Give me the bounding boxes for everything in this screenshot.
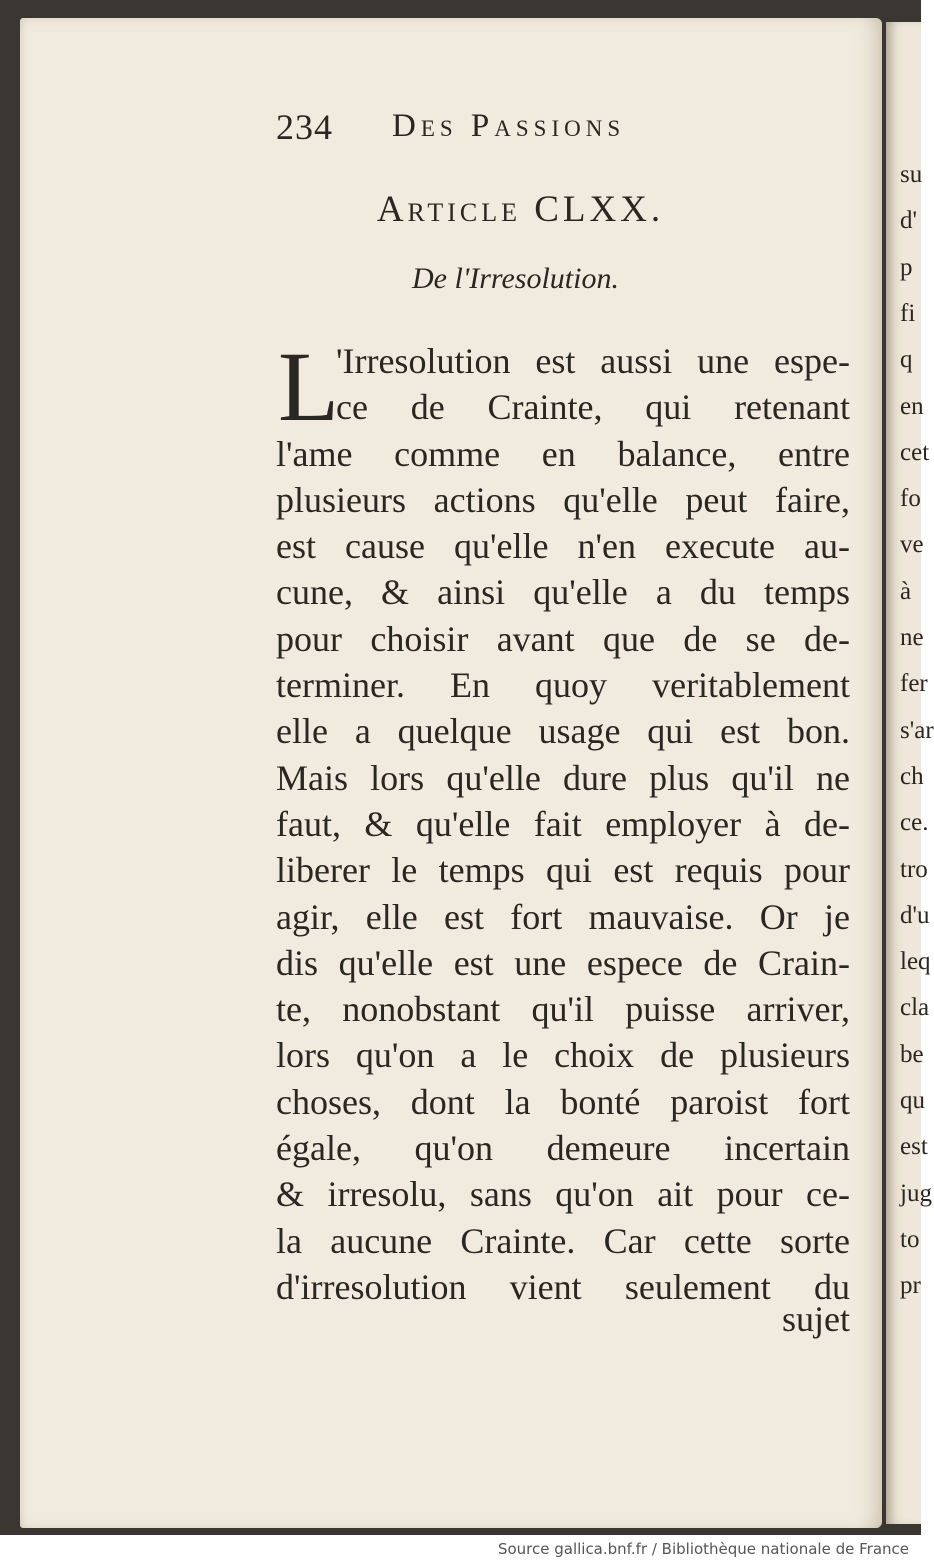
body-text bbox=[276, 331, 850, 1310]
facing-page-fragment: cla bbox=[900, 994, 930, 1022]
facing-page-fragment: s'ar bbox=[900, 716, 934, 744]
text-line: choses, dont la bonté paroist fort bbox=[276, 1081, 850, 1122]
text-line: ce de Crainte, qui retenant bbox=[336, 387, 850, 428]
text-line: lors qu'on a le choix de plusieurs bbox=[276, 1035, 850, 1076]
facing-page-fragment: cet bbox=[900, 438, 930, 466]
facing-page-fragment: qu bbox=[900, 1087, 925, 1114]
facing-page-fragment: q bbox=[900, 346, 913, 374]
text-line: 'Irresolution est aussi une espe- bbox=[336, 341, 850, 381]
facing-page-fragment: ve bbox=[900, 531, 924, 559]
text-line: & irresolu, sans qu'on ait pour ce- bbox=[276, 1174, 850, 1215]
page-number: 234 bbox=[276, 107, 333, 147]
facing-page-edge bbox=[886, 22, 934, 1524]
text-line: faut, & qu'elle fait employer à de- bbox=[276, 803, 850, 844]
text-line: d'irresolution vient seulement du bbox=[276, 1266, 850, 1307]
text-line: l'ame comme en balance, entre bbox=[276, 433, 850, 474]
facing-page-fragment: jug bbox=[900, 1179, 932, 1207]
facing-page-fragment: p bbox=[900, 253, 913, 281]
text-line: la aucune Crainte. Car cette sorte bbox=[276, 1220, 850, 1261]
facing-page-fragment: pr bbox=[900, 1272, 921, 1300]
text-line: liberer le temps qui est requis pour bbox=[276, 850, 850, 891]
facing-page-fragment: ce. bbox=[900, 809, 929, 837]
article-heading: Article CLXX. bbox=[376, 189, 665, 230]
text-line: plusieurs actions qu'elle peut faire, bbox=[276, 479, 850, 520]
facing-page-fragment: est bbox=[900, 1133, 928, 1161]
source-credit: Source gallica.bnf.fr / Bibliothèque nationale de France bbox=[497, 1540, 909, 1558]
running-title: Des Passions bbox=[392, 108, 626, 144]
facing-page-fragment: fi bbox=[900, 299, 916, 327]
text-line: est cause qu'elle n'en execute au- bbox=[276, 526, 850, 567]
article-subtitle: De l'Irresolution. bbox=[412, 262, 619, 295]
facing-page-fragment: to bbox=[900, 1225, 920, 1253]
text-line: elle a quelque usage qui est bon. bbox=[276, 711, 850, 752]
facing-page-fragment: leq bbox=[900, 948, 931, 976]
text-line: terminer. En quoy veritablement bbox=[276, 665, 850, 706]
text-line: pour choisir avant que de se de- bbox=[276, 618, 850, 659]
facing-page-fragment: à bbox=[900, 577, 912, 605]
text-line: cune, & ainsi qu'elle a du temps bbox=[276, 572, 850, 613]
facing-page-fragment: d'u bbox=[900, 901, 930, 929]
facing-page-fragment: su bbox=[900, 161, 923, 188]
facing-page-fragment: ch bbox=[900, 762, 924, 790]
facing-page-fragment: fer bbox=[900, 670, 928, 698]
facing-page-fragment: d' bbox=[900, 207, 918, 235]
facing-page-fragment: en bbox=[900, 392, 924, 420]
text-line: agir, elle est fort mauvaise. Or je bbox=[276, 896, 850, 937]
text-line: te, nonobstant qu'il puisse arriver, bbox=[276, 989, 850, 1030]
facing-page-fragment: ne bbox=[900, 624, 924, 651]
running-head bbox=[276, 106, 756, 146]
facing-page-fragment: fo bbox=[900, 485, 921, 513]
facing-page-fragment: be bbox=[900, 1040, 924, 1068]
text-line: Mais lors qu'elle dure plus qu'il ne bbox=[276, 757, 850, 798]
text-line: dis qu'elle est une espece de Crain- bbox=[276, 942, 850, 983]
facing-page-fragment: tro bbox=[900, 855, 928, 883]
catchword: sujet bbox=[782, 1299, 850, 1339]
drop-cap: L bbox=[278, 331, 340, 442]
text-line: égale, qu'on demeure incertain bbox=[276, 1128, 850, 1169]
